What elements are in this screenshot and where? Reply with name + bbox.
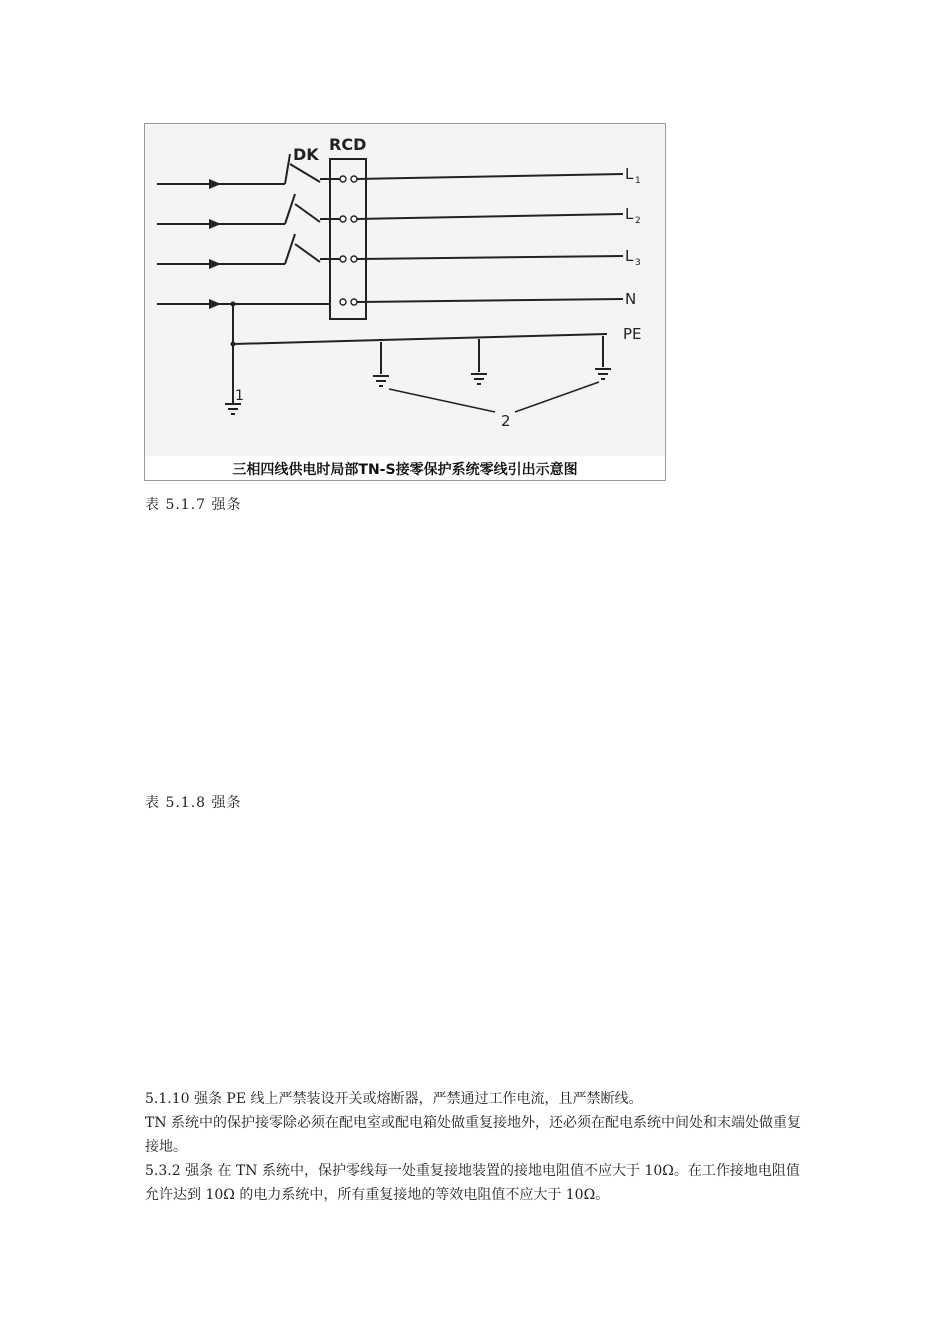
contact-l3-in: [340, 256, 346, 262]
junction-pe: [231, 342, 236, 347]
l1-subscript: 1: [635, 176, 641, 186]
contact-n-out: [351, 299, 357, 305]
contact-l2-in: [340, 216, 346, 222]
junction-n: [231, 302, 236, 307]
n-label: N: [625, 290, 637, 308]
pe-label: PE: [623, 325, 642, 343]
mark-1-label: 1: [235, 388, 244, 404]
dk-blade-1: [285, 194, 295, 224]
arrow-2: [209, 219, 221, 229]
dk-blade-b: [295, 204, 320, 222]
l1-label: L: [625, 165, 634, 183]
line-l2: [357, 214, 623, 219]
paragraph-5-1-10: 5.1.10 强条 PE 线上严禁装设开关或熔断器，严禁通过工作电流，且严禁断线。: [145, 1091, 643, 1107]
arrow-1: [209, 179, 221, 189]
earth-symbol-main: [225, 404, 241, 414]
paragraph-tn-system: TN 系统中的保护接零除必须在配电室或配电箱处做重复接地外，还必须在配电系统中间处和末端处做重复接地。: [145, 1115, 802, 1155]
l2-label: L: [625, 205, 634, 223]
arrow-n: [209, 299, 221, 309]
dk-blade-top: [285, 154, 290, 184]
pointer-line-left: [389, 389, 495, 412]
rcd-label: RCD: [329, 135, 367, 154]
contact-l1-in: [340, 176, 346, 182]
table-5-1-7-caption: 表 5.1.7 强条: [145, 497, 242, 513]
l3-subscript: 3: [635, 258, 641, 268]
line-n: [357, 299, 623, 302]
dk-blade-2: [285, 234, 295, 264]
contact-l3-out: [351, 256, 357, 262]
dk-label: DK: [293, 145, 319, 164]
earth-symbol-1: [373, 376, 389, 386]
earth-symbol-3: [595, 369, 611, 379]
figure-caption: 三相四线供电时局部TN-S接零保护系统零线引出示意图: [232, 462, 578, 478]
mark-2-label: 2: [501, 412, 511, 430]
contact-n-in: [340, 299, 346, 305]
contact-l2-out: [351, 216, 357, 222]
l2-subscript: 2: [635, 216, 641, 226]
l3-label: L: [625, 247, 634, 265]
line-pe: [233, 334, 607, 344]
contact-l1-out: [351, 176, 357, 182]
dk-blade-a: [290, 164, 320, 182]
line-l1: [357, 174, 623, 179]
paragraph-5-3-2: 5.3.2 强条 在 TN 系统中，保护零线每一处重复接地装置的接地电阻值不应大于 10Ω。在工作接地电阻值允许达到 10Ω 的电力系统中，所有重复接地的等效电阻值不应大于 10Ω。: [145, 1163, 800, 1203]
line-l3: [357, 256, 623, 259]
rcd-box: [330, 159, 366, 319]
pointer-line-right: [515, 382, 599, 412]
dk-blade-c: [295, 244, 320, 262]
tn-s-diagram: [145, 124, 665, 480]
tn-s-diagram-figure: [144, 123, 666, 481]
arrow-3: [209, 259, 221, 269]
table-5-1-8-caption: 表 5.1.8 强条: [145, 795, 242, 811]
earth-symbol-2: [471, 374, 487, 384]
